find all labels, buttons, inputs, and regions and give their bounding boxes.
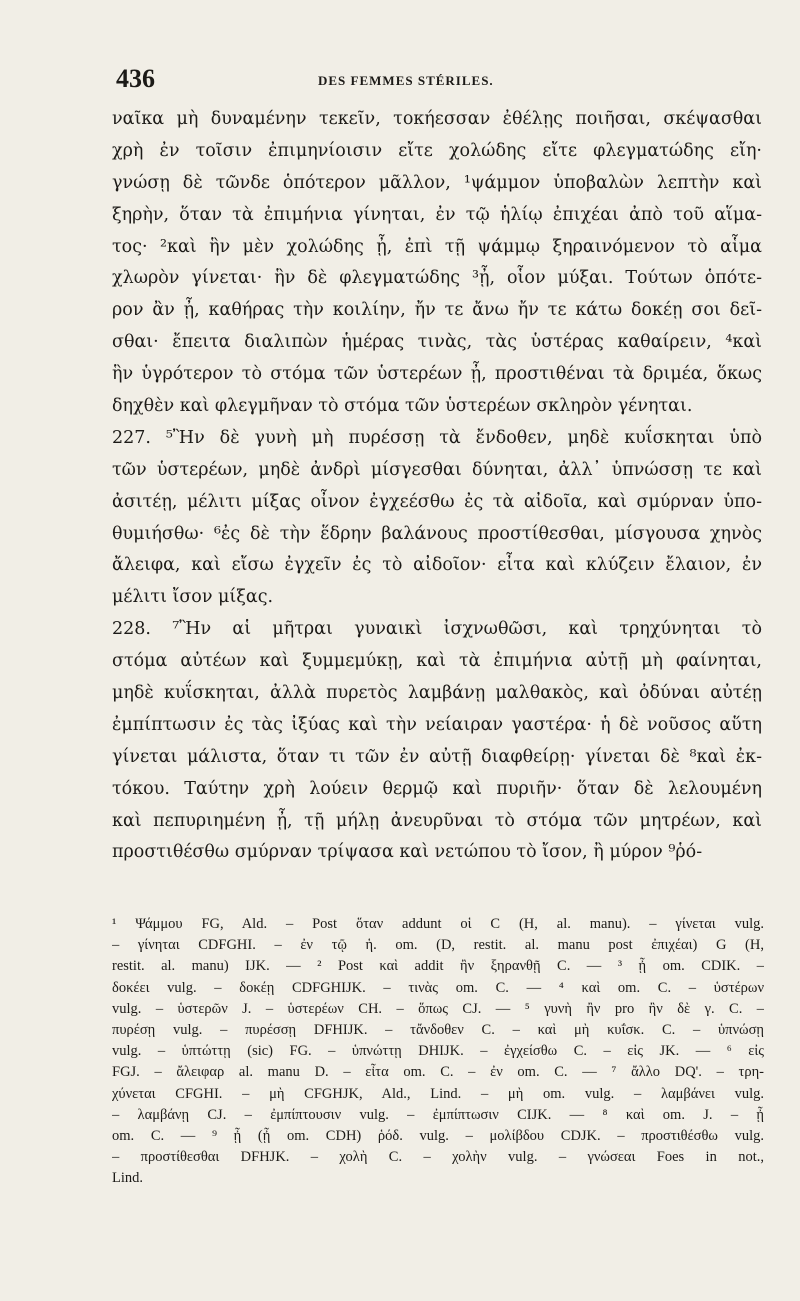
text-line: προστιθέσθω σμύρναν τρίψασα καὶ νετώπου τὸ ἴσον, ἢ μύρον ⁹ῥό- [112,842,703,863]
footnote-line: ¹ Ψάμμου FG, Ald. – Post ὅταν addunt οἱ C (H, al. manu). – γίνεται vulg. [112,916,764,932]
text-line: ἐμπίπτωσιν ἐς τὰς ἰξύας καὶ τὴν νείαιραν γαστέρα· ἡ δὲ νοῦσος αὕτη [112,714,762,735]
footnote-line: vulg. – ὑπτώττῃ (sic) FG. – ὑπνώττῃ DHIJK. – ἐγχείσθω C. – εἰς JK. — ⁶ εἰς [112,1043,764,1060]
main-text [112,104,762,869]
text-line: μέλιτι ἴσον μίξας. [112,587,274,608]
text-line: γνώσῃ δὲ τῶνδε ὁπότερον μᾶλλον, ¹ψάμμον ὑποβαλὼν λεπτὴν καὶ [112,172,762,193]
text-line: καὶ πεπυριημένη ᾖ, τῇ μήλῃ ἀνευρῦναι τὸ στόμα τῶν μητρέων, καὶ [112,810,762,831]
text-line: μηδὲ κυΐσκηται, ἀλλὰ πυρετὸς λαμβάνῃ μαλθακὸς, καὶ ὀδύναι αὐτέῃ [112,683,762,704]
footnote-line: δοκέει vulg. – δοκέῃ CDFGHIJK. – τινὰς om. C. — ⁴ καὶ om. C. – ὑστέρων [112,979,764,996]
footnote-line: FGJ. – ἄλειφαρ al. manu D. – εἶτα om. C. – ἐν om. C. — ⁷ ἄλλο DQ'. – τρη- [112,1064,764,1081]
footnote-line: om. C. — ⁹ ᾖ (ᾖ om. CDH) ῥόδ. vulg. – μολίβδου CDJK. – προστιθέσθω vulg. [112,1127,764,1144]
footnote-line: Lind. [112,1170,144,1187]
text-line: 227. ⁵Ἢν δὲ γυνὴ μὴ πυρέσσῃ τὰ ἔνδοθεν, μηδὲ κυΐσκηται ὑπὸ [112,427,762,448]
text-line: ἣν ὑγρότερον τὸ στόμα τῶν ὑστερέων ᾖ, προστιθέναι τὰ δριμέα, ὅκως [112,364,762,385]
running-title: DES FEMMES STÉRILES. [318,73,494,88]
footnote-line: restit. al. manu) IJK. — ² Post καὶ addit ἢν ξηρανθῇ C. — ³ ᾖ om. CDIK. – [112,958,764,975]
text-line: ρον ἂν ᾖ, καθήρας τὴν κοιλίην, ἤν τε ἄνω ἤν τε κάτω δοκέῃ σοι δεῖ- [112,300,762,321]
footnote-line: – λαμβάνῃ CJ. – ἐμπίπτουσιν vulg. – ἐμπίπτωσιν CIJK. — ⁸ καὶ om. J. – ᾖ [112,1106,764,1123]
text-line: σθαι· ἔπειτα διαλιπὼν ἡμέρας τινὰς, τὰς ὑστέρας καθαίρειν, ⁴καὶ [112,332,762,353]
text-line: τος· ²καὶ ἣν μὲν χολώδης ᾖ, ἐπὶ τῇ ψάμμῳ ξηραινόμενον τὸ αἷμα [112,236,762,257]
text-line: δηχθὲν καὶ φλεγμῆναν τὸ στόμα τῶν ὑστερέων σκληρὸν γένηται. [112,396,693,417]
text-line: στόμα αὐτέων καὶ ξυμμεμύκῃ, καὶ τὰ ἐπιμήνια αὐτῇ μὴ φαίνηται, [112,651,762,672]
text-line: χλωρὸν γίνεται· ἣν δὲ φλεγματώδης ³ᾖ, οἷον μύξαι. Τούτων ὁπότε- [112,268,762,289]
text-line: τῶν ὑστερέων, μηδὲ ἀνδρὶ μίσγεσθαι δύνηται, ἀλλ᾽ ὑπνώσσῃ τε καὶ [112,459,762,480]
page-number: 436 [116,64,155,93]
text-line: 228. ⁷Ἢν αἱ μῆτραι γυναικὶ ἰσχνωθῶσι, καὶ τρηχύνηται τὸ [112,619,762,640]
running-head [108,64,758,98]
text-line: γίνεται μάλιστα, ὅταν τι τῶν ἐν αὐτῇ διαφθείρῃ· γίνεται δὲ ⁸καὶ ἐκ- [112,746,762,767]
footnotes [112,914,764,1189]
text-line: ναῖκα μὴ δυναμένην τεκεῖν, τοκήεσσαν ἐθέλῃς ποιῆσαι, σκέψασθαι [112,109,762,129]
text-line: θυμιήσθω· ⁶ἐς δὲ τὴν ἕδρην βαλάνους προστίθεσθαι, μίσγουσα χηνὸς [112,523,762,544]
footnote-line: πυρέσῃ vulg. – πυρέσσῃ DFHIJK. – τἄνδοθεν C. – καὶ μὴ κυΐσκ. C. – ὑπνώσῃ [112,1021,764,1038]
footnote-line: vulg. – ὑστερῶν J. – ὑστερέων CH. – ὅπως CJ. — ⁵ γυνὴ ἢν pro ἢν δὲ γ. C. – [112,1000,764,1017]
text-line: ξηρὴν, ὅταν τὰ ἐπιμήνια γίνηται, ἐν τῷ ἡλίῳ ἐπιχέαι ἀπὸ τοῦ αἵμα- [112,204,762,225]
text-line: ἀσιτέῃ, μέλιτι μίξας οἶνον ἐγχεέσθω ἐς τὰ αἰδοῖα, καὶ σμύρναν ὑπο- [112,491,762,512]
text-line: χρὴ ἐν τοῖσιν ἐπιμηνίοισιν εἴτε χολώδης εἴτε φλεγματώδης εἴη· [112,140,762,161]
text-line: τόκου. Ταύτην χρὴ λούειν θερμῷ καὶ πυριῆν· ὅταν δὲ λελουμένη [112,778,762,799]
text-line: ἄλειφα, καὶ εἴσω ἐγχεῖν ἐς τὸ αἰδοῖον· εἶτα καὶ κλύζειν ἔλαιον, ἐν [112,555,762,576]
footnote-line: χύνεται CFGHI. – μὴ CFGHJK, Ald., Lind. – μὴ om. vulg. – λαμβάνει vulg. [112,1085,764,1102]
footnote-line: – προστίθεσθαι DFHJK. – χολὴ C. – χολὴν vulg. – γνώσεαι Foes in not., [112,1149,764,1166]
footnote-line: – γίνηται CDFGHI. – ἐν τῷ ἡ. om. (D, restit. al. manu post ἐπιχέαι) G (H, [112,937,764,954]
